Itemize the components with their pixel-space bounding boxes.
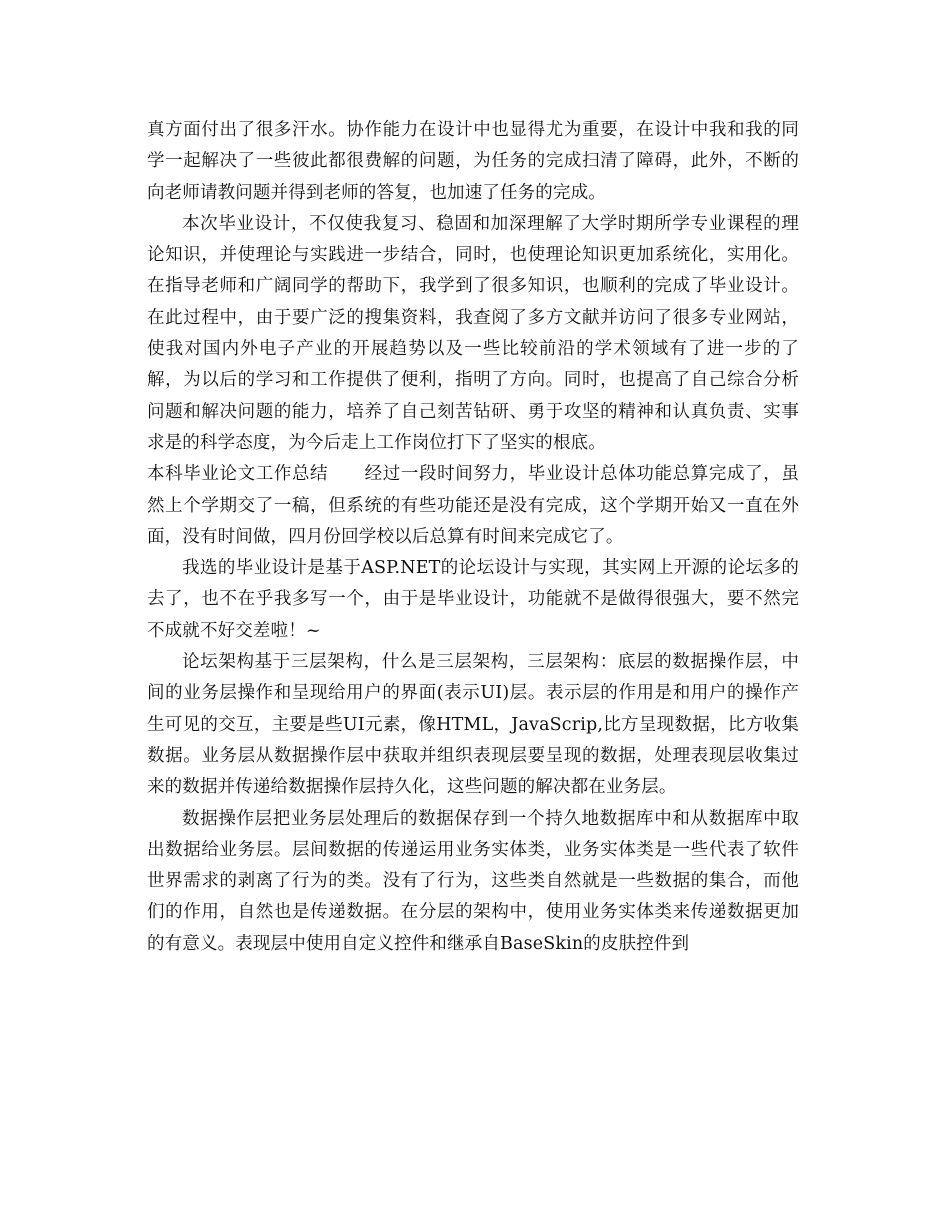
paragraph-6: 数据操作层把业务层处理后的数据保存到一个持久地数据库中和从数据库中取出数据给业务层。层间数据的传递运用业务实体类，业务实体类是一些代表了软件世界需求的剥离了行为的类。没有了行为，这些类自然就是一些数据的集合，而他们的作用，自然也是传递数据。在分层的架构中，使用业务实体类来传递数据更加的有意义。表现层中使用自定义控件和继承自BaseSkin的皮肤控件到 xyxy=(147,808,799,954)
paragraph-4: 我选的毕业设计是基于ASP.NET的论坛设计与实现，其实网上开源的论坛多的去了，也不在乎我多写一个，由于是毕业设计，功能就不是做得很强大，要不然完不成就不好交差啦！~ xyxy=(147,558,799,641)
paragraph-1: 真方面付出了很多汗水。协作能力在设计中也显得尤为重要，在设计中我和我的同学一起解决了一些彼此都很费解的问题，为任务的完成扫清了障碍，此外，不断的向老师请教问题并得到老师的答复，也加速了任务的完成。 xyxy=(147,120,799,203)
paragraph-3-text: 经过一段时间努力，毕业设计总体功能总算完成了，虽然上个学期交了一稿，但系统的有些功能还是没有完成，这个学期开始又一直在外面，没有时间做，四月份回学校以后总算有时间来完成它了。 xyxy=(147,464,800,547)
summary-title: 本科毕业论文工作总结 xyxy=(147,464,329,485)
paragraph-5: 论坛架构基于三层架构，什么是三层架构，三层架构：底层的数据操作层，中间的业务层操作和呈现给用户的界面(表示UI)层。表示层的作用是和用户的操作产生可见的交互，主要是些UI元素，像HTML，JavaScrip,比方呈现数据，比方收集数据。业务层从数据操作层中获取并组织表现层要呈现的数据，处理表现层收集过来的数据并传递给数据操作层持久化，这些问题的解决都在业务层。 xyxy=(147,652,799,798)
document-body xyxy=(147,115,799,960)
paragraph-3 xyxy=(147,459,799,553)
paragraph-2: 本次毕业设计，不仅使我复习、稳固和加深理解了大学时期所学专业课程的理论知识，并使理论与实践进一步结合，同时，也使理论知识更加系统化，实用化。在指导老师和广阔同学的帮助下，我学到了很多知识，也顺利的完成了毕业设计。在此过程中，由于要广泛的搜集资料，我查阅了多方文献并访问了很多专业网站，使我对国内外电子产业的开展趋势以及一些比较前沿的学术领域有了进一步的了解，为以后的学习和工作提供了便利，指明了方向。同时，也提高了自己综合分析问题和解决问题的能力，培养了自己刻苦钻研、勇于攻坚的精神和认真负责、实事求是的科学态度，为今后走上工作岗位打下了坚实的根底。 xyxy=(147,213,799,453)
